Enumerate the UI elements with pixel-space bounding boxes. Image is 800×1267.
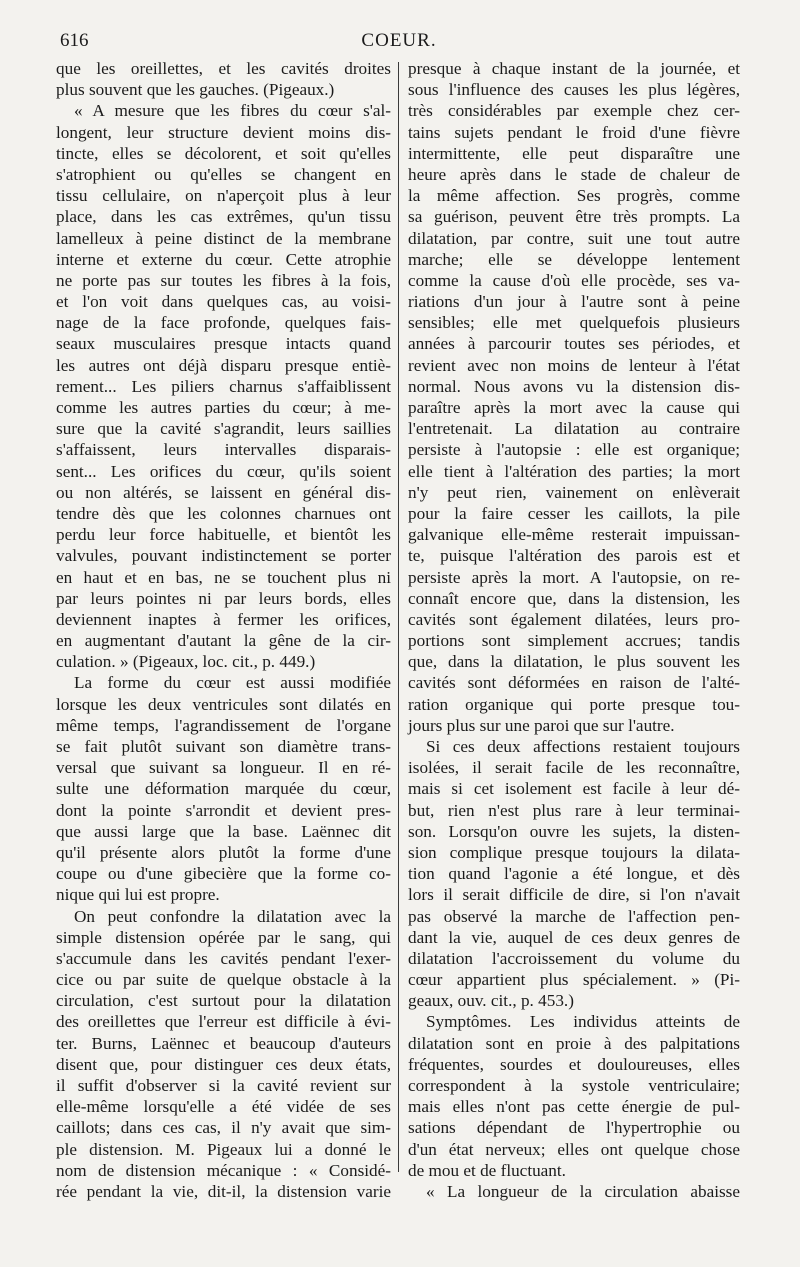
text-line: tains sujets pendant le froid d'une fièvre (408, 122, 740, 142)
text-line: geaux, ouv. cit., p. 453.) (408, 991, 574, 1011)
text-line: que, dans la dilatation, le plus souvent les (408, 652, 740, 672)
page-header (60, 30, 738, 58)
text-line: circulation, c'est surtout pour la dilatation (56, 991, 391, 1011)
text-line: On peut confondre la dilatation avec la (74, 906, 391, 926)
text-line: jours plus sur une paroi que sur l'autre. (408, 715, 675, 735)
text-line: marche; elle se développe lentement (408, 249, 740, 269)
text-line: cavités sont également dilatées, leurs pro- (408, 609, 740, 629)
text-line: Si ces deux affections restaient toujours (426, 737, 740, 756)
text-line: normal. Nous avons vu la distension dis- (408, 376, 740, 396)
text-line: persiste après la mort. A l'autopsie, on re- (408, 567, 740, 587)
text-line: sa guérison, peuvent être très prompts. La (408, 207, 740, 227)
text-line: galvanique elle-même resterait impuissan- (408, 525, 740, 545)
text-line: longent, leur structure devient moins dis- (56, 122, 391, 142)
text-line: comme la cause d'où elle procède, ses va- (408, 270, 740, 290)
text-line: valvules, pouvant indistinctement se porter (56, 546, 391, 566)
text-line: tincte, elles se décolorent, et soit qu'elles (56, 143, 391, 163)
text-line: il suffit d'observer si la cavité revient sur (56, 1076, 391, 1095)
text-line: les autres ont déjà disparu presque entiè- (56, 355, 391, 375)
text-line: intermittente, elle peut disparaître une (408, 143, 740, 163)
text-line: interne et externe du cœur. Cette atrophie (56, 249, 391, 269)
text-line: s'accumule dans les cavités pendant l'exer- (56, 948, 391, 968)
text-line: « La longueur de la circulation abaisse (426, 1181, 740, 1201)
text-line: dilatation, par contre, suit une tout autre (408, 228, 740, 248)
text-line: connaît encore que, dans la distension, les (408, 588, 740, 608)
text-line: La forme du cœur est aussi modifiée (74, 673, 391, 693)
text-line: des oreillettes que l'erreur est difficile à évi- (56, 1012, 391, 1032)
text-line: isolées, il serait facile de les reconnaître, (408, 758, 740, 778)
text-line: dont la pointe s'arrondit et devient pres- (56, 800, 391, 820)
text-line: rement... Les piliers charnus s'affaiblissent (56, 376, 391, 396)
text-line: s'atrophient ou qu'elles se changent en (56, 164, 391, 184)
text-line: sent... Les orifices du cœur, qu'ils soient (56, 461, 391, 481)
text-line: Symptômes. Les individus atteints de (426, 1012, 740, 1032)
text-line: très considérables par exemple chez cer- (408, 101, 740, 121)
left-column (56, 58, 391, 1201)
text-line: l'entretenait. La dilatation au contraire (408, 419, 740, 439)
text-line: d'un état nerveux; elles ont quelque chose (408, 1139, 740, 1159)
text-line: coupe ou d'une gibecière que la forme co- (56, 864, 391, 884)
text-line: dilatation l'accroissement du volume du (408, 948, 740, 968)
text-line: sensibles; elle met quelquefois plusieurs (408, 313, 740, 333)
text-line: tendre dès que les colonnes charnues ont (56, 503, 391, 523)
text-line: fréquentes, sourdes et douloureuses, elles (408, 1054, 740, 1074)
text-line: correspondent à la systole ventriculaire; (408, 1076, 740, 1095)
text-line: en haut et en bas, ne se touchent plus ni (56, 567, 391, 587)
text-line: ne porte pas sur toutes les fibres à la fois, (56, 270, 391, 290)
text-line: revient avec non moins de lenteur à l'état (408, 355, 740, 375)
text-line: que les oreillettes, et les cavités droites (56, 59, 391, 78)
text-line: de mou et de fluctuant. (408, 1160, 566, 1180)
text-line: tissu cellulaire, on n'aperçoit plus à leur (56, 186, 391, 206)
text-line: la même affection. Ses progrès, comme (408, 186, 740, 206)
text-line: même temps, l'agrandissement de l'organe (56, 715, 391, 735)
text-line: lorsque les deux ventricules sont dilatés en (56, 694, 391, 714)
text-line: riations d'un jour à l'autre sont à peine (408, 292, 740, 312)
right-column (408, 58, 740, 1201)
text-line: pas observé la marche de l'affection pen- (408, 906, 740, 926)
text-line: ple distension. M. Pigeaux lui a donné le (56, 1139, 391, 1159)
text-line: nique qui lui est propre. (56, 885, 220, 905)
text-line: que aussi large que la base. Laënnec dit (56, 821, 391, 841)
text-line: versal que suivant sa longueur. Il en ré- (56, 758, 391, 778)
text-line: tion quand l'agonie a été longue, et dès (408, 864, 740, 884)
text-line: disent que, pour distinguer ces deux états, (56, 1054, 391, 1074)
text-line: par leurs pointes ni par leurs bords, elles (56, 588, 391, 608)
text-line: cavités sont déformées en raison de l'alté- (408, 673, 740, 693)
text-line: dant la vie, auquel de ces deux genres de (408, 927, 740, 947)
text-line: persiste à l'autopsie : elle est organique; (408, 440, 740, 460)
text-line: s'affaissent, leurs intervalles disparais- (56, 440, 391, 460)
text-line: cœur appartient plus spécialement. » (Pi- (408, 970, 740, 990)
text-line: qu'il présente alors plutôt la forme d'une (56, 842, 391, 862)
text-line: plus souvent que les gauches. (Pigeaux.) (56, 80, 335, 100)
text-line: années à parcourir toutes ses périodes, et (408, 334, 740, 354)
text-line: sous l'influence des causes les plus légères, (408, 80, 740, 100)
text-line: n'y peut rien, vainement on enlèverait (408, 482, 740, 502)
text-line: ter. Burns, Laënnec et beaucoup d'auteurs (56, 1033, 391, 1053)
text-line: son. Lorsqu'on ouvre les sujets, la disten- (408, 821, 740, 841)
text-line: sations dépendant de l'hypertrophie ou (408, 1118, 740, 1138)
text-line: ou non altérés, se laissent en général dis- (56, 482, 391, 502)
text-line: culation. » (Pigeaux, loc. cit., p. 449.) (56, 652, 316, 672)
text-line: ration organique qui porte presque tou- (408, 694, 740, 714)
text-line: et l'on voit dans quelques cas, au voisi- (56, 292, 391, 312)
text-line: mais elles n'ont pas cette énergie de pul- (408, 1097, 740, 1117)
text-line: but, rien n'est plus rare à leur terminai- (408, 800, 740, 820)
text-line: deviennent inaptes à fermer les orifices, (56, 609, 391, 629)
text-line: simple distension opérée par le sang, qui (56, 927, 391, 947)
text-line: se fait plutôt suivant son diamètre trans- (56, 737, 391, 756)
running-title: COEUR. (361, 30, 437, 51)
text-line: place, dans les cas extrêmes, qu'un tissu (56, 207, 391, 227)
text-line: sion complique presque toujours la dilata- (408, 842, 740, 862)
text-line: te, puisque l'altération des parois est et (408, 546, 740, 566)
text-line: en augmentant d'autant la gêne de la cir- (56, 631, 391, 651)
text-line: lamelleux à peine distinct de la membrane (56, 228, 391, 248)
column-divider (398, 62, 399, 1172)
text-line: perdu leur force habituelle, et bientôt les (56, 525, 391, 545)
text-line: heure après dans le stade de chaleur de (408, 164, 740, 184)
text-line: sure que la cavité s'agrandit, leurs saillies (56, 419, 391, 439)
page-number: 616 (60, 30, 89, 51)
text-line: caillots; dans ces cas, il n'y avait que sim- (56, 1118, 391, 1138)
text-line: rée pendant la vie, dit-il, la distension varie (56, 1181, 391, 1201)
text-line: seaux musculaires presque intacts quand (56, 334, 391, 354)
text-line: nage de la face profonde, quelques fais- (56, 313, 391, 333)
text-line: elle-même lorsqu'elle a été vidée de ses (56, 1097, 391, 1117)
text-line: « A mesure que les fibres du cœur s'al- (74, 101, 391, 121)
text-line: dilatation sont en proie à des palpitations (408, 1033, 740, 1053)
text-line: cice ou par suite de quelque obstacle à la (56, 970, 391, 990)
text-line: paraître après la mort avec la cause qui (408, 398, 740, 417)
text-line: lors il serait difficile de dire, si l'on n'avait (408, 885, 740, 905)
text-line: comme les autres parties du cœur; à me- (56, 398, 391, 417)
text-line: portions sont simplement accrues; tandis (408, 631, 740, 651)
text-line: elle tient à l'altération des parties; la mort (408, 461, 740, 481)
text-line: sulte une déformation marquée du cœur, (56, 779, 391, 799)
text-line: presque à chaque instant de la journée, et (408, 59, 740, 78)
text-line: mais si cet isolement est facile à leur dé- (408, 779, 740, 799)
text-line: pour la faire cesser les caillots, la pile (408, 503, 740, 523)
text-line: nom de distension mécanique : « Considé- (56, 1160, 391, 1180)
